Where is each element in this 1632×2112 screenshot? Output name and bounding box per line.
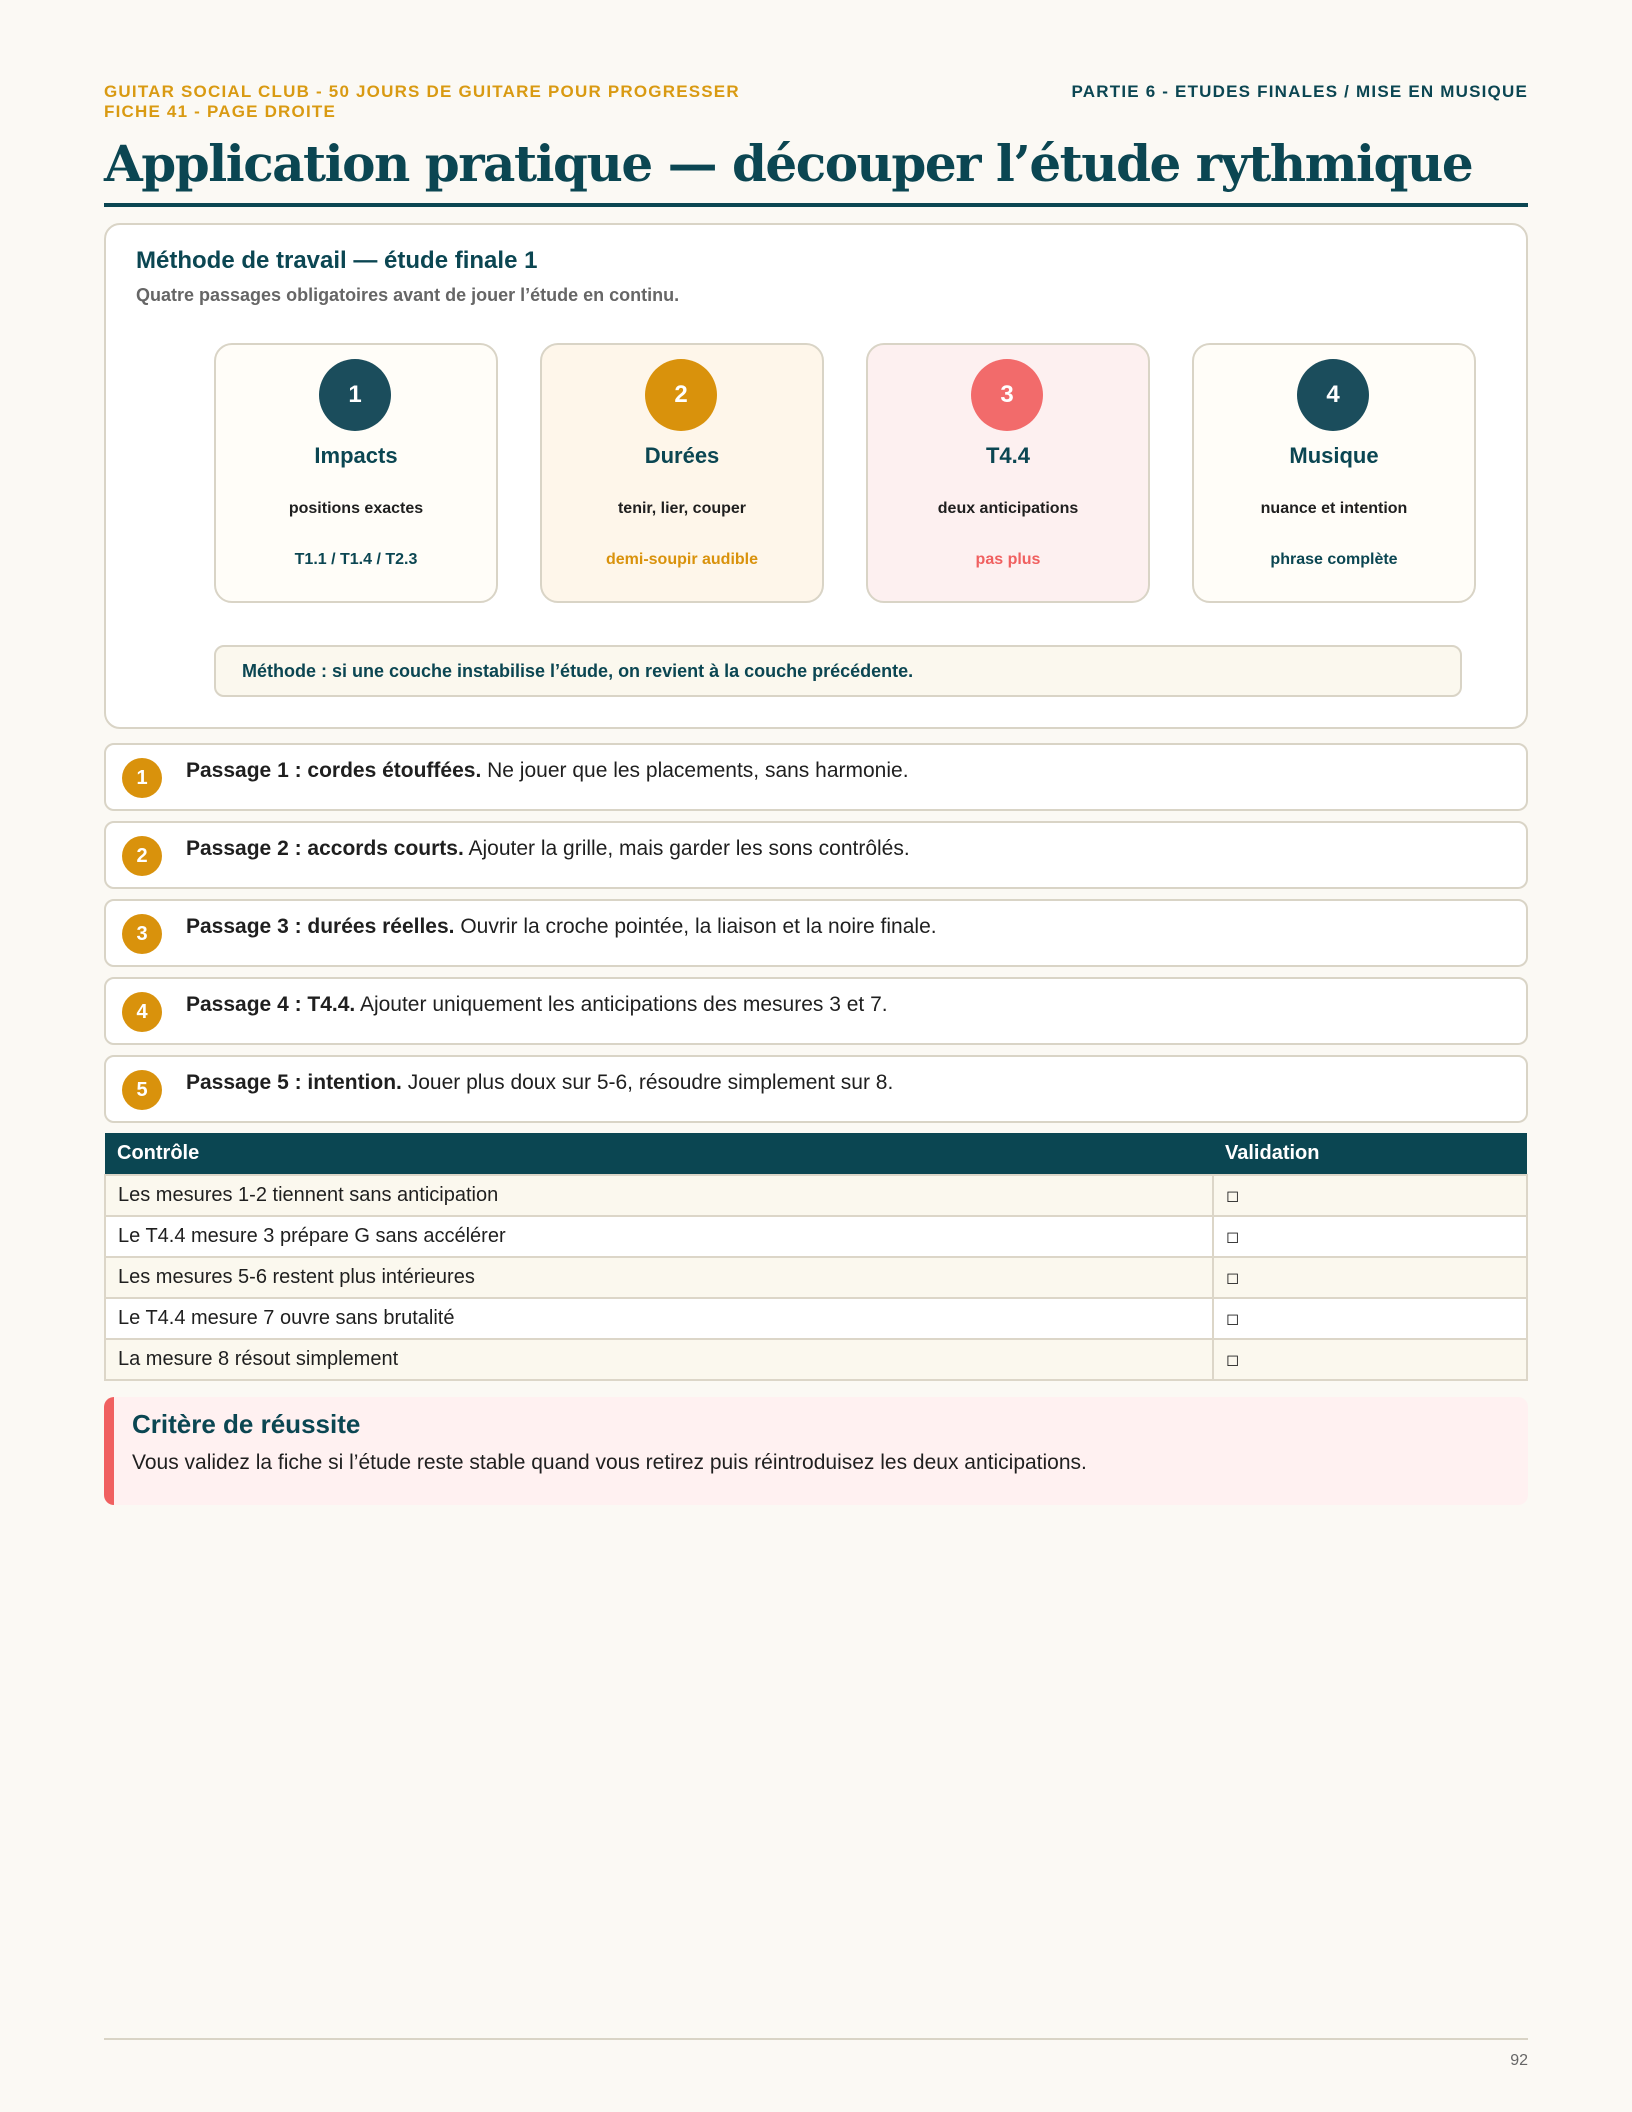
step-number-badge: 2 [645,359,717,431]
step-card-impacts [214,343,498,603]
step-description: deux anticipations [937,500,1079,517]
step-tag: pas plus [975,551,1041,568]
passage-instruction: Ajouter la grille, mais garder les sons contrôlés. [463,837,910,860]
checkbox-icon: ◻ [1226,1270,1240,1287]
checkbox-icon: ◻ [1226,1352,1240,1369]
validation-checkbox[interactable] [1213,1257,1527,1298]
passage-label: Passage 3 : durées réelles. [186,915,455,938]
passage-label: Passage 2 : accords courts. [186,837,464,860]
passage-number-badge: 2 [122,836,162,876]
validation-checkbox[interactable] [1213,1216,1527,1257]
passage-number-badge: 4 [122,992,162,1032]
checkbox-icon: ◻ [1226,1311,1240,1328]
method-title: Méthode de travail — étude finale 1 [136,247,538,274]
passage-number-badge: 5 [122,1070,162,1110]
passage-instruction: Ne jouer que les placements, sans harmonie. [481,759,909,782]
passages-list [104,743,1528,1123]
table-row [105,1216,1527,1257]
passage-label: Passage 4 : T4.4. [186,993,356,1016]
passage-label: Passage 5 : intention. [186,1071,402,1094]
table-row [105,1175,1527,1216]
passage-text [186,759,909,783]
passage-item [104,977,1528,1045]
passage-instruction: Jouer plus doux sur 5-6, résoudre simplement sur 8. [401,1071,894,1094]
column-header-controle: Contrôle [105,1133,1213,1175]
step-tag: demi-soupir audible [605,551,758,568]
step-title: Musique [1289,443,1379,468]
method-subtitle: Quatre passages obligatoires avant de jouer l’étude en continu. [136,285,680,305]
success-title: Critère de réussite [132,1409,361,1439]
passage-text [186,993,888,1017]
control-cell: Les mesures 1-2 tiennent sans anticipation [105,1175,1213,1216]
checkbox-icon: ◻ [1226,1188,1240,1205]
step-title: Durées [644,443,720,468]
table-row [105,1298,1527,1339]
success-text: Vous validez la fiche si l’étude reste stable quand vous retirez puis réintroduisez les deux anticipations. [132,1451,1087,1474]
control-cell: Le T4.4 mesure 7 ouvre sans brutalité [105,1298,1213,1339]
passage-text [186,915,937,939]
step-tag: phrase complète [1270,551,1398,568]
method-note: Méthode : si une couche instabilise l’étude, on revient à la couche précédente. [214,645,1462,697]
running-header [104,82,1528,122]
step-number-badge: 1 [319,359,391,431]
page-title: Application pratique — découper l’étude rythmique [104,134,1528,207]
passage-item [104,899,1528,967]
passage-label: Passage 1 : cordes étouffées. [186,759,482,782]
passage-instruction: Ajouter uniquement les anticipations des mesures 3 et 7. [355,993,888,1016]
step-card-durees [540,343,824,603]
method-steps [214,343,1478,603]
passage-number-badge: 3 [122,914,162,954]
control-cell: La mesure 8 résout simplement [105,1339,1213,1380]
step-title: Impacts [314,443,398,468]
step-number-badge: 3 [971,359,1043,431]
control-cell: Les mesures 5-6 restent plus intérieures [105,1257,1213,1298]
header-sheet: FICHE 41 - PAGE DROITE [104,102,337,121]
passage-item [104,821,1528,889]
passage-item [104,1055,1528,1123]
table-row [105,1339,1527,1380]
step-card-musique [1192,343,1476,603]
step-description: tenir, lier, couper [617,500,747,517]
passage-instruction: Ouvrir la croche pointée, la liaison et la noire finale. [454,915,937,938]
step-card-t44 [866,343,1150,603]
column-header-validation: Validation [1213,1133,1527,1175]
table-row [105,1257,1527,1298]
success-criterion-box [104,1397,1528,1505]
validation-checkbox[interactable] [1213,1339,1527,1380]
step-number-badge: 4 [1297,359,1369,431]
step-description: nuance et intention [1260,500,1408,517]
control-table [104,1133,1528,1381]
page-number: 92 [1510,2052,1528,2069]
validation-checkbox[interactable] [1213,1175,1527,1216]
checkbox-icon: ◻ [1226,1229,1240,1246]
header-part: PARTIE 6 - ETUDES FINALES / MISE EN MUSIQUE [1071,82,1528,101]
step-description: positions exactes [288,500,424,517]
header-left [104,82,740,122]
footer-divider [104,2038,1528,2040]
passage-item [104,743,1528,811]
step-title: T4.4 [985,443,1031,468]
method-card [104,223,1528,729]
control-cell: Le T4.4 mesure 3 prépare G sans accélérer [105,1216,1213,1257]
passage-text [186,837,910,861]
passage-text [186,1071,893,1095]
passage-number-badge: 1 [122,758,162,798]
validation-checkbox[interactable] [1213,1298,1527,1339]
header-series: GUITAR SOCIAL CLUB - 50 JOURS DE GUITARE POUR PROGRESSER [104,82,740,101]
table-header-row [105,1133,1527,1175]
step-tag: T1.1 / T1.4 / T2.3 [294,551,418,568]
page [104,82,1528,1505]
